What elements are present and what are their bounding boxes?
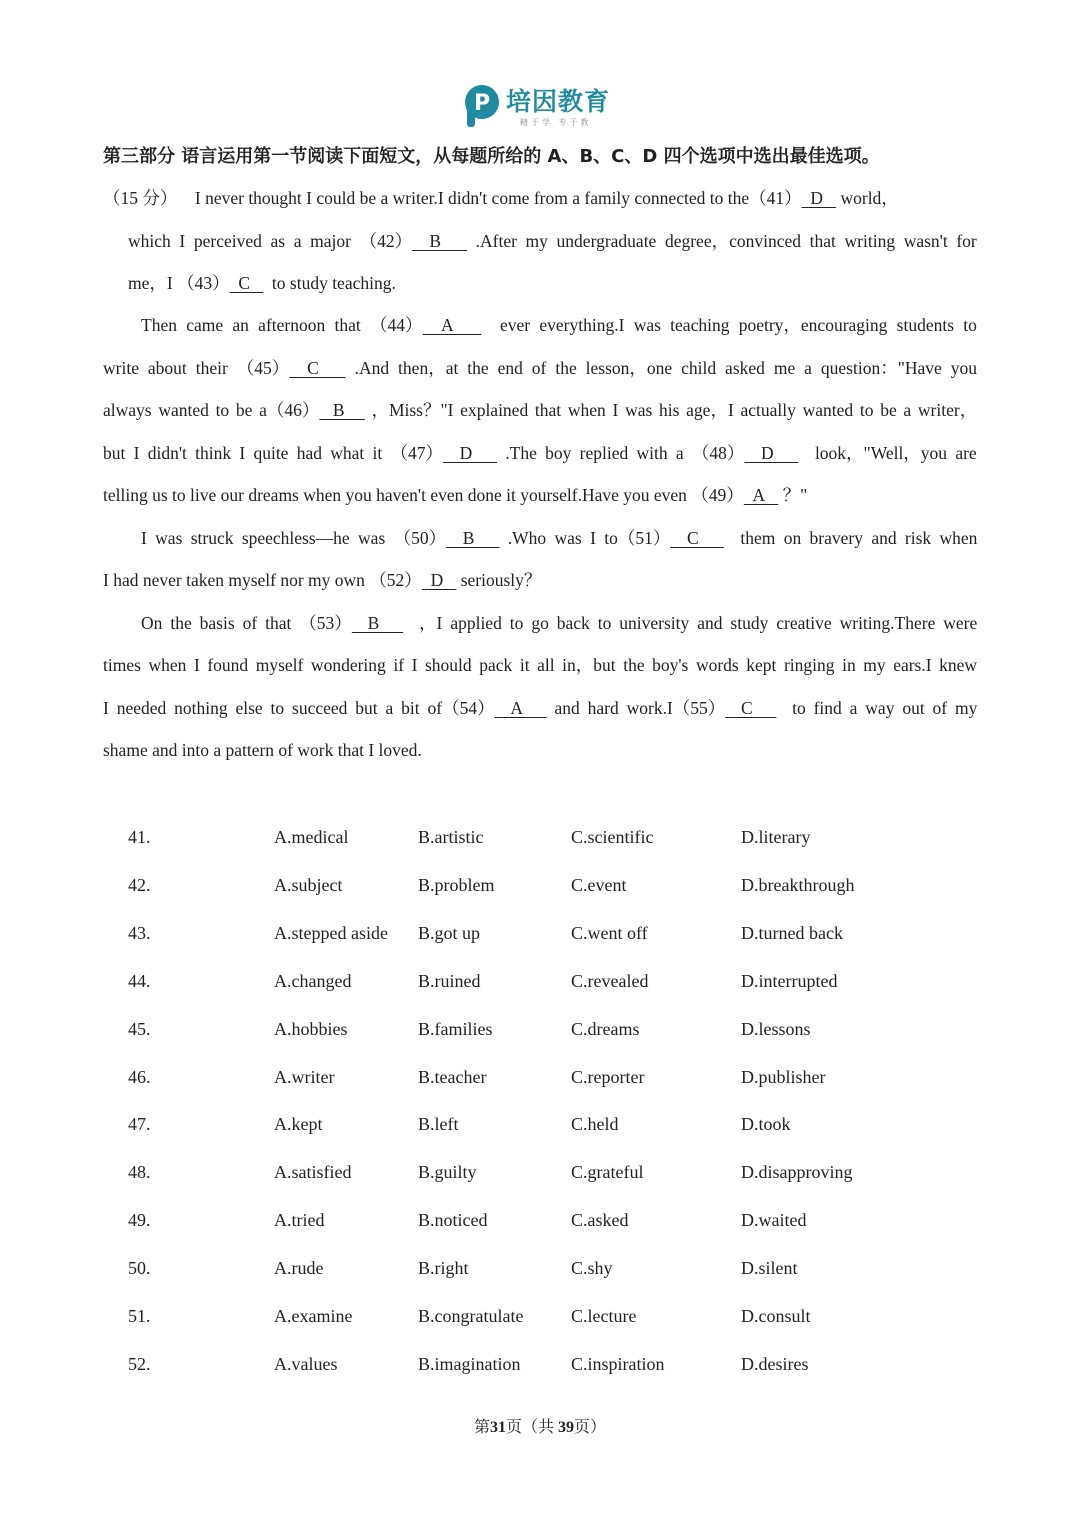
passage-line	[103, 568, 541, 592]
option-row	[0, 1019, 1080, 1049]
passage-text: shame and into a pattern of work that I loved.	[103, 740, 422, 760]
question-number: 49.	[128, 1210, 151, 1231]
page-footer	[0, 1414, 1080, 1437]
option-c: C.went off	[571, 922, 648, 943]
passage-text: always wanted to be a（46）	[103, 400, 320, 420]
option-a: A.tried	[274, 1210, 325, 1231]
passage-text: Then came an afternoon that （44）	[141, 315, 423, 335]
question-number: 45.	[128, 1018, 151, 1039]
option-d: D.silent	[741, 1258, 798, 1279]
passage-text: ，I applied to go back to university and study creative writing.There were	[403, 613, 978, 633]
option-d: D.waited	[741, 1210, 807, 1231]
passage-line	[141, 526, 977, 550]
option-row	[0, 1210, 1080, 1240]
option-b: B.got up	[418, 922, 481, 943]
option-b: B.guilty	[418, 1162, 477, 1183]
question-number: 44.	[128, 970, 151, 991]
passage-text: write about their （45）	[103, 358, 290, 378]
question-number: 52.	[128, 1353, 151, 1374]
question-number: 43.	[128, 922, 151, 943]
option-b: B.ruined	[418, 970, 481, 991]
answer-blank: A	[743, 485, 779, 505]
option-d: D.breakthrough	[741, 874, 855, 895]
footer-total-pages: 39	[558, 1419, 574, 1436]
passage-text: On the basis of that （53）	[141, 613, 352, 633]
answer-blank: D	[421, 570, 457, 590]
option-c: C.asked	[571, 1210, 629, 1231]
passage-line	[128, 229, 977, 253]
answer-blank: B	[446, 528, 500, 548]
passage-line	[141, 611, 977, 635]
svg-text:P: P	[473, 91, 491, 116]
passage-text: ever everything.I was teaching poetry，encouraging students to	[481, 315, 977, 335]
passage-text: to study teaching.	[263, 273, 396, 293]
answer-blank: B	[319, 400, 365, 420]
answer-blank: C	[670, 528, 724, 548]
option-d: D.took	[741, 1114, 791, 1135]
option-c: C.scientific	[571, 827, 654, 847]
passage-text: world，	[836, 188, 899, 208]
option-a: A.stepped aside	[274, 922, 388, 943]
passage-text: and hard work.I（55）	[546, 698, 726, 718]
passage-text: ，Miss？"I explained that when I was his age，I actually wanted to be a writer，	[364, 400, 978, 420]
option-a: A.values	[274, 1353, 338, 1374]
section-heading: 第三部分 语言运用第一节阅读下面短文，从每题所给的 A、B、C、D 四个选项中选出最佳选项。	[103, 146, 880, 167]
answer-blank: A	[494, 698, 547, 718]
passage-text: I never thought I could be a writer.I didn't come from a family connected to the（41）	[177, 188, 802, 208]
answer-blank: B	[412, 231, 467, 251]
passage-text: telling us to live our dreams when you haven't even done it yourself.Have you even （49）	[103, 485, 744, 505]
passage-text: I needed nothing else to succeed but a bit of（54）	[103, 698, 495, 718]
option-c: C.shy	[571, 1258, 613, 1279]
passage-text: .And then，at the end of the lesson，one child asked me a question："Have you	[345, 358, 977, 378]
option-d: D.interrupted	[741, 970, 838, 991]
option-a: A.satisfied	[274, 1162, 352, 1183]
passage-text: but I didn't think I quite had what it （47）	[103, 443, 444, 463]
option-a: A.kept	[274, 1114, 323, 1135]
option-b: B.families	[418, 1018, 493, 1039]
option-b: B.artistic	[418, 827, 484, 847]
answer-blank: D	[443, 443, 498, 463]
passage-text: .Who was I to（51）	[499, 528, 671, 548]
passage-text: .The boy replied with a （48）	[497, 443, 745, 463]
option-c: C.lecture	[571, 1306, 637, 1326]
passage-line	[103, 653, 977, 677]
passage-text: them on bravery and risk when	[723, 528, 978, 548]
passage-line	[103, 441, 977, 465]
option-row	[0, 875, 1080, 905]
option-a: A.changed	[274, 970, 352, 991]
option-row	[0, 1258, 1080, 1288]
passage-text: to find a way out of my	[776, 698, 978, 718]
answer-blank: A	[422, 315, 482, 335]
option-row	[0, 1067, 1080, 1097]
question-number: 46.	[128, 1066, 151, 1087]
passage-text: （15 分）	[103, 188, 178, 208]
option-c: C.revealed	[571, 970, 649, 991]
passage-line	[141, 313, 977, 337]
option-b: B.left	[418, 1114, 459, 1135]
option-d: D.turned back	[741, 922, 843, 943]
option-a: A.examine	[274, 1306, 353, 1326]
option-row	[0, 1354, 1080, 1384]
option-b: B.teacher	[418, 1066, 487, 1087]
passage-line	[128, 271, 396, 295]
answer-blank: B	[351, 613, 404, 633]
passage-text: ？"	[778, 485, 808, 505]
option-b: B.noticed	[418, 1210, 488, 1231]
question-number: 42.	[128, 874, 151, 895]
passage-line	[103, 696, 977, 720]
passage-text: I had never taken myself nor my own （52）	[103, 570, 422, 590]
option-d: D.consult	[741, 1306, 811, 1326]
passage-text: times when I found myself wondering if I should pack it all in，but the boy's words kept ringing in my ears.I knew	[103, 655, 978, 675]
footer-suffix: 页）	[574, 1419, 607, 1436]
passage-text: look，"Well，you are	[798, 443, 977, 463]
answer-blank: C	[229, 273, 264, 293]
passage-text: which I perceived as a major （42）	[128, 231, 413, 251]
brand-p-icon	[462, 80, 502, 130]
option-row	[0, 1162, 1080, 1192]
answer-blank: C	[289, 358, 346, 378]
passage-line	[103, 483, 807, 507]
footer-page-number: 31	[489, 1419, 506, 1436]
option-a: A.medical	[274, 827, 349, 847]
question-number: 51.	[128, 1306, 151, 1326]
option-c: C.event	[571, 874, 627, 895]
option-b: B.right	[418, 1258, 469, 1279]
passage-text: I was struck speechless—he was （50）	[141, 528, 447, 548]
footer-prefix: 第	[473, 1419, 490, 1436]
brand-name: 培因教育	[506, 87, 611, 116]
passage-line	[103, 398, 977, 422]
option-d: D.publisher	[741, 1066, 826, 1087]
option-b: B.problem	[418, 874, 495, 895]
option-c: C.reporter	[571, 1066, 645, 1087]
question-number: 41.	[128, 827, 151, 847]
footer-mid: 页（共	[505, 1419, 558, 1436]
passage-line	[103, 356, 977, 380]
option-row	[0, 827, 1080, 857]
passage-line	[103, 738, 422, 762]
option-row	[0, 1114, 1080, 1144]
answer-blank: C	[725, 698, 777, 718]
question-number: 48.	[128, 1162, 151, 1183]
passage-line	[103, 186, 899, 210]
brand-logo	[462, 80, 622, 130]
option-row	[0, 1306, 1080, 1336]
option-a: A.hobbies	[274, 1018, 348, 1039]
passage-text: .After my undergraduate degree，convinced that writing wasn't for	[466, 231, 977, 251]
option-a: A.rude	[274, 1258, 324, 1279]
brand-tagline: 精于学 专于教	[520, 118, 592, 127]
option-b: B.congratulate	[418, 1306, 524, 1326]
option-c: C.grateful	[571, 1162, 644, 1183]
option-row	[0, 923, 1080, 953]
answer-blank: D	[801, 188, 837, 208]
option-d: D.disapproving	[741, 1162, 853, 1183]
question-number: 50.	[128, 1258, 151, 1279]
answer-blank: D	[744, 443, 799, 463]
option-b: B.imagination	[418, 1353, 521, 1374]
question-number: 47.	[128, 1114, 151, 1135]
option-c: C.dreams	[571, 1018, 640, 1039]
passage-text: me，I （43）	[128, 273, 230, 293]
option-c: C.held	[571, 1114, 619, 1135]
option-d: D.desires	[741, 1353, 809, 1374]
passage-text: seriously？	[456, 570, 542, 590]
option-d: D.literary	[741, 827, 811, 847]
option-c: C.inspiration	[571, 1353, 665, 1374]
option-d: D.lessons	[741, 1018, 811, 1039]
option-row	[0, 971, 1080, 1001]
option-a: A.writer	[274, 1066, 335, 1087]
option-a: A.subject	[274, 874, 343, 895]
